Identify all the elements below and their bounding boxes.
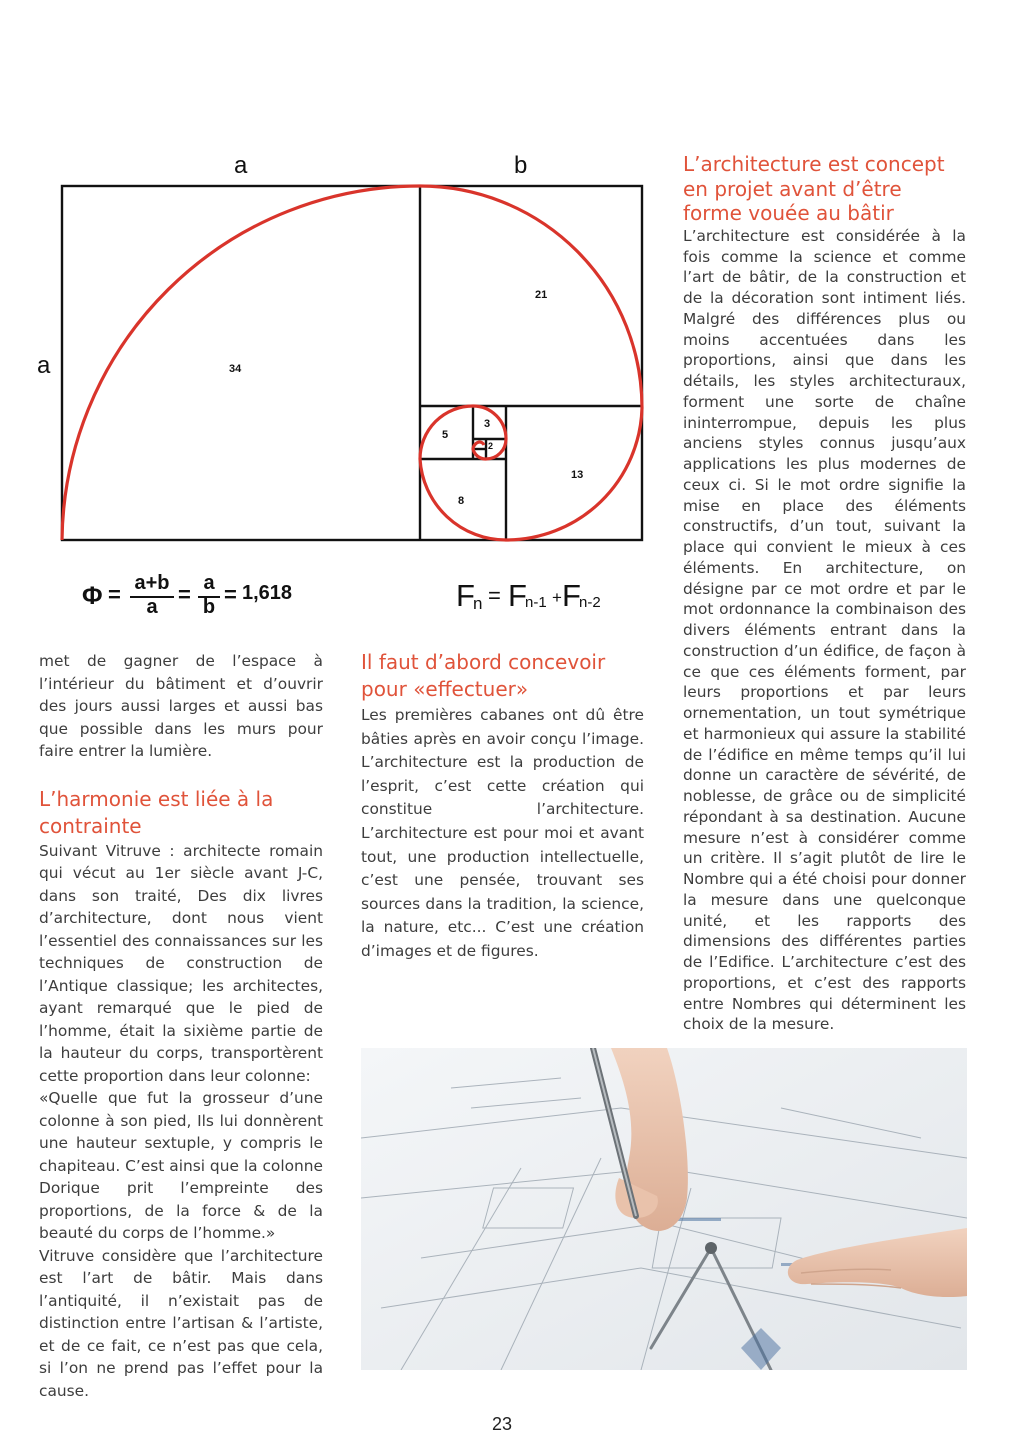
column-1-paragraph: Vitruve considère que l’architecture est l’art de bâtir. Mais dans l’antiquité, il n’existait pas de distinction entre l’artisan & l’artiste, et de ce fait, ce n’est pas que cela, si l’on ne prend pas l’effet pour la cause. [39, 1246, 323, 1400]
square-34-label: 34 [229, 363, 242, 375]
column-1-paragraph: «Quelle que fut la grosseur d’une colonne à son pied, Ils lui donnèrent une hauteur sextuple, y compris le chapiteau. C’est ainsi que la colonne Dorique prit l’empreinte des proportions, de la force & de la beauté du corps de l’homme.» [39, 1089, 323, 1243]
figure-label-a-top: a [234, 152, 248, 179]
equals-sign: = [108, 582, 121, 607]
architect-drawing-photo [361, 1048, 967, 1370]
column-3-paragraph: L’architecture est considérée à la fois comme la science et comme l’art de bâtir, de la construction et de la décoration sont intiment liés. Malgré des différences plus ou moins accentuées dans les proportions, ainsi que dans les détails, les styles architecturaux, forment une sorte de chaîne ininterrompue, depuis les plus anciens styles connus jusqu’aux applications les plus modernes de ceux ci. Si le mot ordre signifie la mise en place des éléments constructifs, d’un tout, suivant la place qui convient le mieux à ces éléments. En architecture, on désigne par ce mot ordre et par le mot ordonnance la combinaison des divers éléments entrant dans la construction d’un édifice, de façon à ce que ces éléments forment, par leurs proportions et par leurs ornementation, un tout symétrique et harmonieux qui assure la stabilité de l’édifice en même temps qu’il lui donne un caractère de sévérité, de noblesse, de grâce ou de simplicité répondant à sa destination. Aucune mesure n’est à considérer comme un critère. Il s’agit plutôt de lire le Nombre qui a été choisi pour donner la mesure dans une quelconque unité, et les rapports des dimensions des différentes parties de l’Edifice. L’architecture c’est des proportions, et c’est des rapports entre Nombres qui déterminent les choix de la mesure. [683, 226, 966, 1034]
phi-value: 1,618 [242, 582, 293, 604]
equals-sign: = [178, 582, 191, 607]
column-1-heading: L’harmonie est liée à la contrainte [39, 786, 274, 838]
square-13-label: 13 [571, 469, 584, 481]
golden-spiral-diagram [58, 183, 646, 545]
phi-symbol: Φ [82, 582, 103, 610]
column-1-paragraph: Suivant Vitruve : architecte romain qui vécut au 1er siècle avant J-C, dans son traité, Des dix livres d’architecture, dont nous vient l’essentiel des connaissances sur les techniques de construction de l’Antique classique; les architectes, ayant remarqué que le pied de l’homme, était la sixième partie de la hauteur du corps, transportèrent cette proportion dans leur colonne: [39, 841, 323, 1085]
fib-F: F [456, 578, 475, 613]
column-2-heading: Il faut d’abord concevoir pour «effectuer» [361, 650, 606, 701]
fraction-1-denominator: a [146, 596, 158, 618]
square-5-label: 5 [442, 429, 449, 441]
column-3 [683, 152, 966, 1035]
square-8-label: 8 [458, 495, 465, 507]
page-number: 23 [492, 1414, 513, 1434]
fib-subscript-n: n [473, 594, 483, 613]
fib-subscript-n-1: n-1 [525, 594, 547, 611]
column-2-paragraph: Les premières cabanes ont dû être bâties après en avoir conçu l’image. L’architecture est la production de l’esprit, c’est cette création qui constitue l’architecture. L’architecture est pour moi et avant tout, une production intellectuelle, c’est une pensée, trouvant ses sources dans la tradition, la science, la nature, etc... C’est une création d’images et de figures. [361, 706, 644, 960]
column-3-heading: L’architecture est concept en projet avant d’être forme vouée au bâtir [683, 152, 945, 226]
square-2-label: 2 [488, 441, 494, 451]
fib-plus: + [552, 588, 562, 607]
fraction-2-numerator: a [203, 572, 215, 594]
square-3-label: 3 [484, 418, 491, 430]
column-2 [361, 649, 644, 964]
column-1-intro: met de gagner de l’espace à l’intérieur du bâtiment et d’ouvrir des jours aussi larges et aussi bas que possible dans les murs pour faire entrer la lumière. [39, 652, 323, 761]
figure-label-a-left: a [37, 352, 51, 379]
golden-spiral [62, 186, 642, 540]
fib-subscript-n-2: n-2 [579, 594, 601, 611]
golden-ratio-formula [82, 572, 302, 616]
equals-sign: = [224, 582, 237, 607]
fibonacci-formula [456, 578, 626, 618]
column-1 [39, 650, 323, 1402]
fraction-2-denominator: b [202, 596, 216, 618]
fraction-1-numerator: a+b [134, 572, 170, 594]
square-21-label: 21 [535, 289, 548, 301]
fib-equals: = [488, 583, 501, 608]
fib-F: F [562, 578, 581, 613]
figure-label-b-top: b [514, 152, 528, 179]
outer-rectangle [62, 186, 642, 540]
fib-F: F [508, 578, 527, 613]
